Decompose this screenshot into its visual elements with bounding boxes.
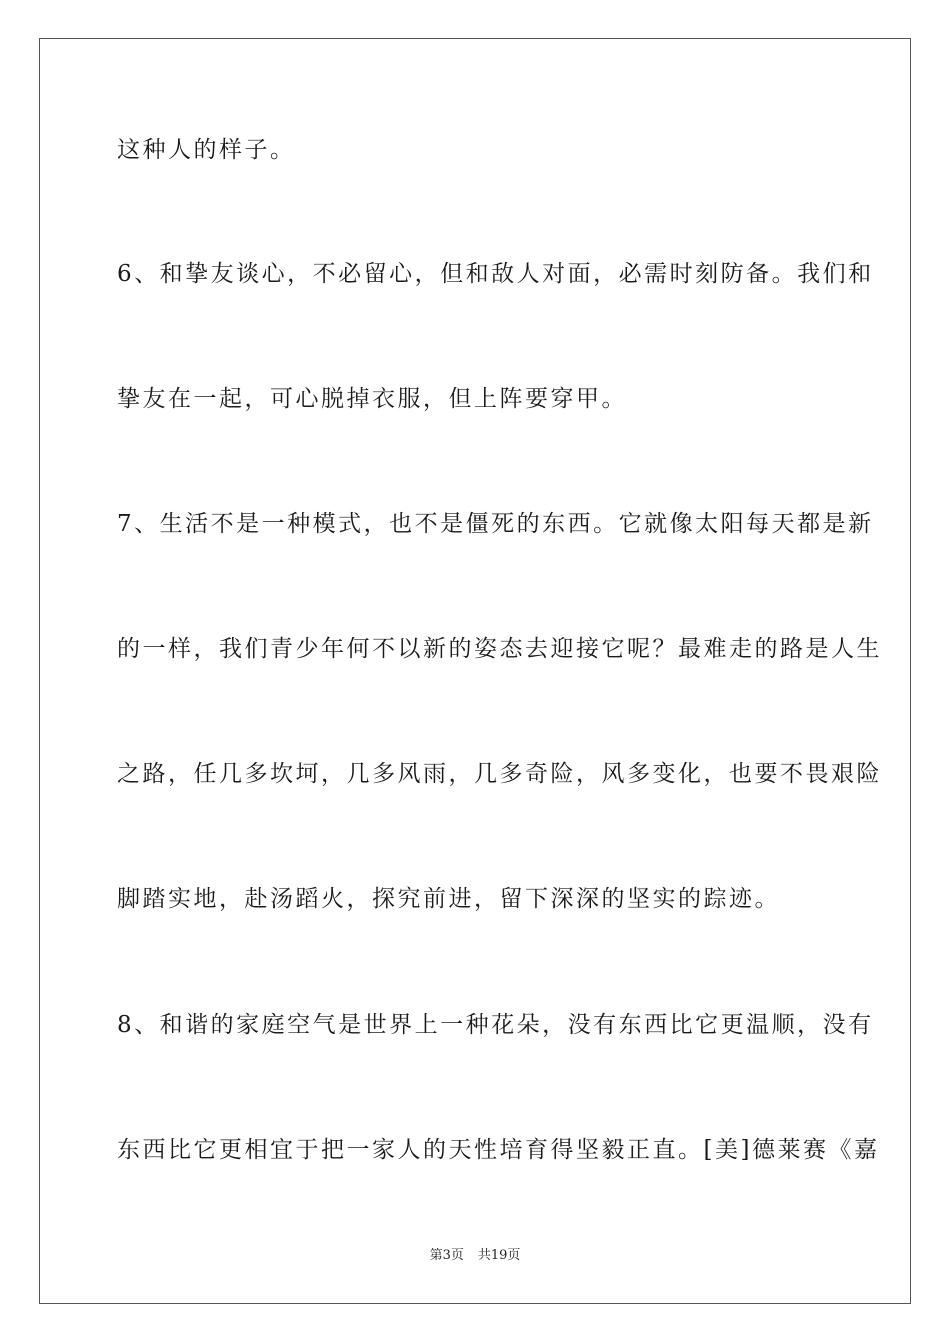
- text-line: 7、生活不是一种模式，也不是僵死的东西。它就像太阳每天都是新: [117, 511, 874, 537]
- page-border: [39, 38, 911, 1304]
- text-line: 脚踏实地，赴汤蹈火，探究前进，留下深深的坚实的踪迹。: [117, 886, 780, 912]
- text-line: 8、和谐的家庭空气是世界上一种花朵，没有东西比它更温顺，没有: [117, 1012, 874, 1038]
- text-line: 东西比它更相宜于把一家人的天性培育得坚毅正直。[美]德莱赛《嘉: [117, 1137, 880, 1163]
- text-line: 的一样，我们青少年何不以新的姿态去迎接它呢？最难走的路是人生: [117, 636, 882, 662]
- page-number: 第3页: [429, 1248, 464, 1263]
- text-line: 这种人的样子。: [117, 137, 296, 163]
- text-line: 之路，任几多坎坷，几多风雨，几多奇险，风多变化，也要不畏艰险: [117, 761, 882, 787]
- page-footer: [0, 1247, 950, 1265]
- text-line: 6、和挚友谈心，不必留心，但和敌人对面，必需时刻防备。我们和: [117, 261, 874, 287]
- page-total: 共19页: [477, 1248, 521, 1263]
- text-line: 挚友在一起，可心脱掉衣服，但上阵要穿甲。: [117, 386, 627, 412]
